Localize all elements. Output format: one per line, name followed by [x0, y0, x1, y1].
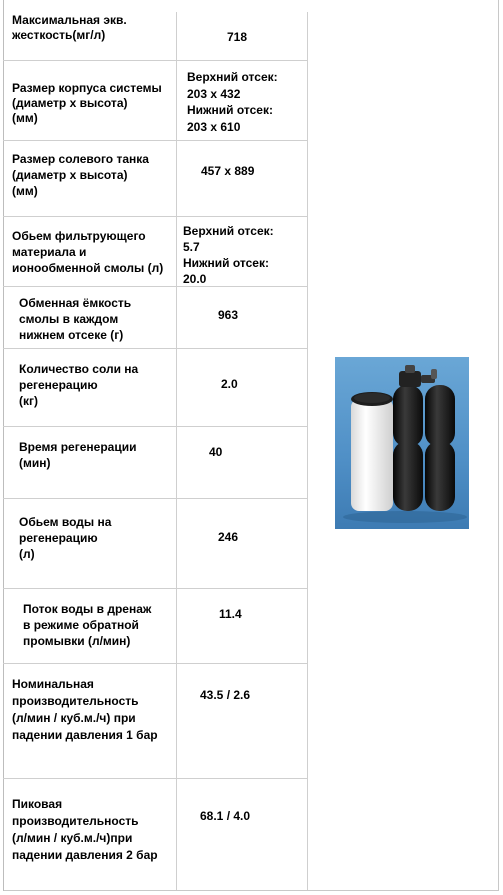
label-line: (л) [19, 547, 35, 561]
label-line: (л/мин / куб.м./ч)при [12, 831, 133, 845]
water-softener-illustration [335, 357, 469, 529]
label-line: нижнем отсеке (г) [19, 328, 124, 342]
value-line: 5.7 [183, 240, 200, 254]
label-line: Обьем фильтрующего [12, 229, 146, 243]
brine-tank [351, 392, 393, 511]
spec-label [19, 514, 111, 562]
column-divider-2 [307, 12, 308, 890]
row-divider [3, 60, 307, 61]
value-line: Нижний отсек: [187, 103, 273, 117]
spec-value [187, 69, 278, 135]
label-line: Количество соли на [19, 362, 139, 376]
label-line: промывки (л/мин) [23, 634, 131, 648]
label-line: (кг) [19, 394, 38, 408]
spec-label [12, 676, 158, 744]
label-line: Обьем воды на [19, 515, 112, 529]
value-line: 203 x 432 [187, 86, 241, 101]
value-line: 203 x 610 [187, 119, 241, 134]
label-line: Размер солевого танка [12, 152, 149, 166]
row-divider [3, 588, 307, 589]
spec-label [12, 81, 162, 126]
value-line: 246 [218, 530, 239, 544]
label-line: (диаметр x высота) [12, 96, 128, 110]
left-border [3, 0, 4, 891]
spec-label [19, 439, 136, 471]
spec-value [183, 223, 274, 287]
label-line: регенерацию [19, 378, 98, 392]
label-line: (мм) [12, 184, 38, 198]
label-line: падении давления 1 бар [12, 728, 158, 742]
label-line: Время регенерации [19, 440, 137, 454]
label-line: ионообменной смолы (л) [12, 261, 164, 275]
label-line: (диаметр x высота) [12, 168, 128, 182]
value-line: 457 x 889 [201, 164, 255, 178]
value-line: 11.4 [219, 607, 242, 621]
row-divider [3, 140, 307, 141]
spec-value [218, 530, 238, 545]
value-line: 2.0 [221, 377, 238, 391]
label-line: материала и [12, 245, 87, 259]
value-line: 68.1 / 4.0 [200, 809, 251, 823]
value-line: 43.5 / 2.6 [200, 688, 251, 702]
row-divider [3, 216, 307, 217]
control-valve [399, 365, 437, 387]
column-divider-1 [176, 12, 177, 890]
resin-tank-right [425, 385, 455, 511]
spec-value [227, 30, 247, 45]
label-line: (мин) [19, 456, 51, 470]
label-line: производительность [12, 694, 139, 708]
label-line: жесткость(мг/л) [12, 28, 106, 42]
spec-label [19, 295, 131, 343]
value-line: Верхний отсек: [187, 70, 278, 84]
spec-value [218, 308, 238, 323]
label-line: Пиковая [12, 797, 63, 811]
label-line: смолы в каждом [19, 312, 119, 326]
spec-value [200, 809, 250, 824]
floor-shadow [343, 511, 467, 523]
label-line: Номинальная [12, 677, 94, 691]
label-line: Поток воды в дренаж [23, 602, 152, 616]
label-line: производительность [12, 814, 139, 828]
row-divider [3, 426, 307, 427]
label-line: в режиме обратной [23, 618, 139, 632]
spec-label [23, 601, 151, 649]
value-line: 718 [227, 30, 248, 44]
spec-value [209, 445, 222, 460]
label-line: падении давления 2 бар [12, 848, 158, 862]
value-line: 963 [218, 308, 239, 322]
label-line: Максимальная экв. [12, 13, 127, 27]
row-divider [3, 348, 307, 349]
spec-value [200, 688, 250, 703]
label-line: регенерацию [19, 531, 98, 545]
resin-tank-left [393, 385, 423, 511]
spec-label [19, 361, 138, 409]
spec-label [12, 13, 127, 43]
label-line: (л/мин / куб.м./ч) при [12, 711, 136, 725]
label-line: Размер корпуса системы [12, 81, 162, 95]
spec-label [12, 151, 149, 199]
spec-value [219, 607, 242, 622]
value-line: 40 [209, 445, 223, 459]
value-line: 20.0 [183, 272, 207, 286]
spec-label [12, 228, 163, 276]
product-photo [335, 357, 469, 529]
spec-value [221, 377, 238, 392]
row-divider [3, 778, 307, 779]
spec-value [201, 164, 254, 179]
value-line: Нижний отсек: [183, 256, 269, 270]
label-line: (мм) [12, 111, 38, 125]
row-divider [3, 663, 307, 664]
row-divider [3, 498, 307, 499]
spec-label [12, 796, 158, 864]
label-line: Обменная ёмкость [19, 296, 132, 310]
value-line: Верхний отсек: [183, 224, 274, 238]
